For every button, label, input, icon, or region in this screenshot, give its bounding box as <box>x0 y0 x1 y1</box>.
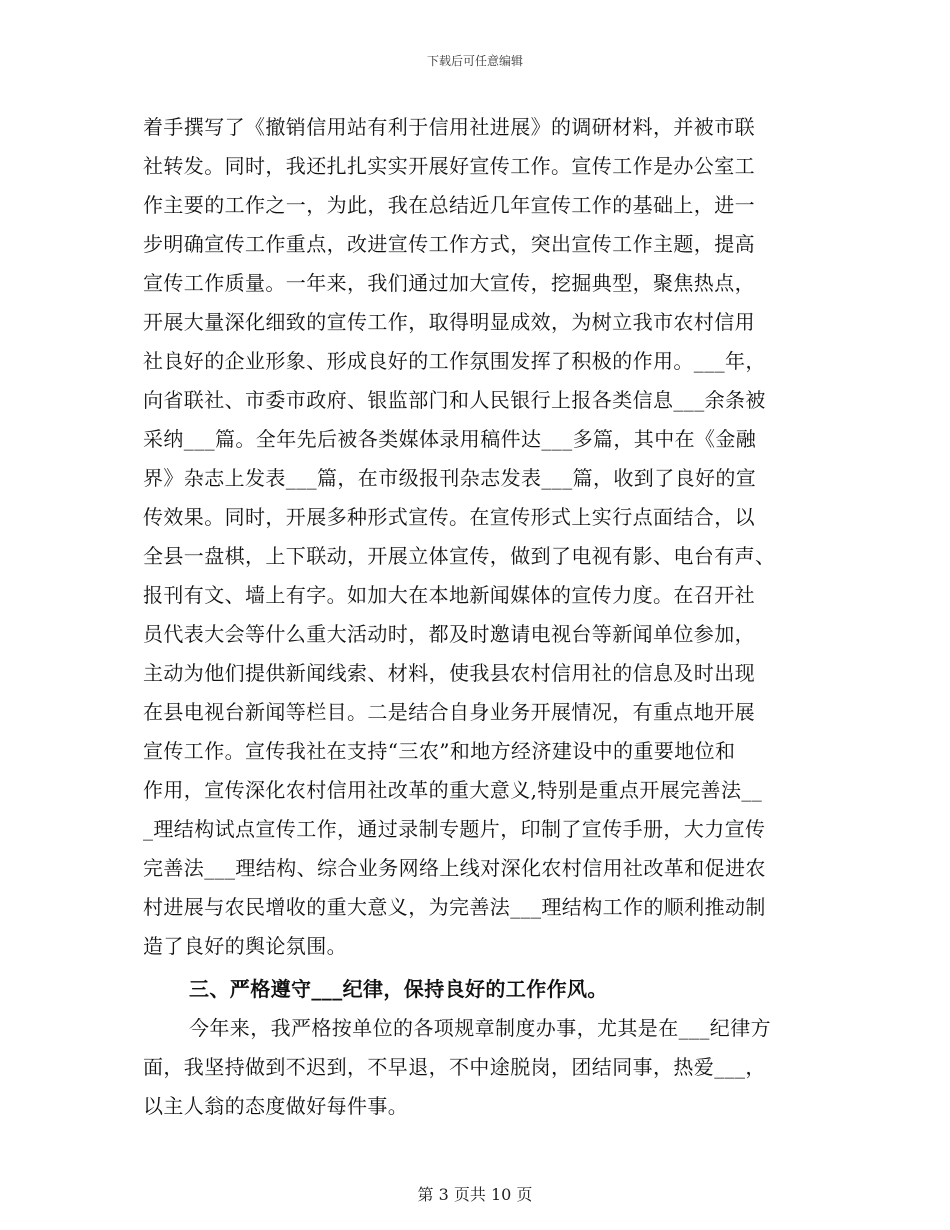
body-line: 全县一盘棋，上下联动，开展立体宣传，做到了电视有影、电台有声、 <box>143 544 776 568</box>
body-line: 步明确宣传工作重点，改进宣传工作方式，突出宣传工作主题，提高 <box>143 232 755 256</box>
body-line: 着手撰写了《撤销信用站有利于信用社进展》的调研材料，并被市联 <box>143 115 755 139</box>
body-line: 造了良好的舆论氛围。 <box>143 934 347 958</box>
section-heading: 三、严格遵守___纪律，保持良好的工作作风。 <box>189 977 608 1001</box>
body-line: 作用，宣传深化农村信用社改革的重大意义,特别是重点开展完善法__ <box>143 778 763 802</box>
body-line: 员代表大会等什么重大活动时，都及时邀请电视台等新闻单位参加， <box>143 622 755 646</box>
body-line: 传效果。同时，开展多种形式宣传。在宣传形式上实行点面结合，以 <box>143 505 755 529</box>
body-line: 宣传工作。宣传我社在支持“三农”和地方经济建设中的重要地位和 <box>143 739 736 763</box>
body-line: 社良好的企业形象、形成良好的工作氛围发挥了积极的作用。___年， <box>143 349 766 373</box>
body-line: 采纳___篇。全年先后被各类媒体录用稿件达___多篇，其中在《金融 <box>143 427 757 451</box>
body-line: 宣传工作质量。一年来，我们通过加大宣传，挖掘典型，聚焦热点， <box>143 271 755 295</box>
page-number: 第 3 页共 10 页 <box>417 1185 533 1204</box>
body-line: 以主人翁的态度做好每件事。 <box>143 1094 409 1118</box>
body-line: 界》杂志上发表___篇，在市级报刊杂志发表___篇，收到了良好的宣 <box>143 466 757 490</box>
page-header-note: 下载后可任意编辑 <box>426 54 523 68</box>
body-line: 作主要的工作之一，为此，我在总结近几年宣传工作的基础上，进一 <box>143 193 755 217</box>
body-line: 主动为他们提供新闻线索、材料，使我县农村信用社的信息及时出现 <box>143 661 755 685</box>
body-line: 在县电视台新闻等栏目。二是结合自身业务开展情况，有重点地开展 <box>143 700 755 724</box>
body-line: _理结构试点宣传工作，通过录制专题片，印制了宣传手册，大力宣传 <box>143 817 766 841</box>
body-line: 面，我坚持做到不迟到，不早退，不中途脱岗，团结同事，热爱___， <box>143 1055 766 1079</box>
body-line: 报刊有文、墙上有字。如加大在本地新闻媒体的宣传力度。在召开社 <box>143 583 755 607</box>
document-body <box>143 108 813 1126</box>
body-line: 今年来，我严格按单位的各项规章制度办事，尤其是在___纪律方 <box>189 1016 771 1040</box>
body-line: 向省联社、市委市政府、银监部门和人民银行上报各类信息___余条被 <box>143 388 766 412</box>
body-line: 村进展与农民增收的重大意义，为完善法___理结构工作的顺利推动制 <box>143 895 766 919</box>
body-line: 社转发。同时，我还扎扎实实开展好宣传工作。宣传工作是办公室工 <box>143 154 755 178</box>
body-line: 开展大量深化细致的宣传工作，取得明显成效，为树立我市农村信用 <box>143 310 755 334</box>
body-line: 完善法___理结构、综合业务网络上线对深化农村信用社改革和促进农 <box>143 856 766 880</box>
